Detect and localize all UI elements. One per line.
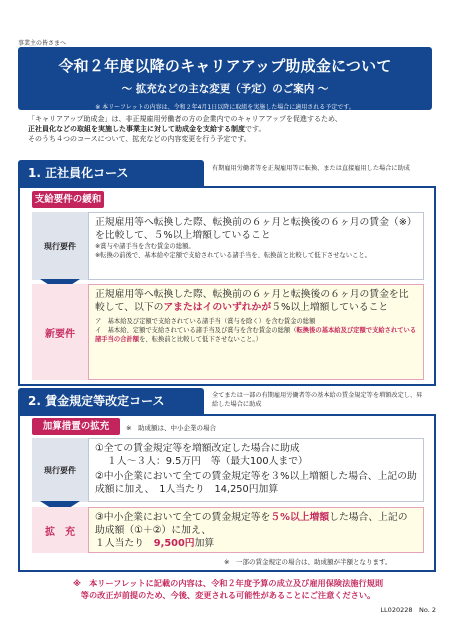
intro-line-3: そのうち４つのコースについて、拡充などの内容変更を行う予定です。 — [28, 135, 251, 143]
section2-item-1b: １人〜３人：9.5万円 等（最大100人まで） — [107, 456, 308, 467]
page-title: 令和２年度以降のキャリアアップ助成金について — [58, 57, 392, 75]
intro-text — [28, 114, 428, 144]
item3-c: １人当たり — [95, 538, 154, 549]
applicability-note: ※ 本リーフレットの内容は、令和２年4月1日以降に取組を実施した場合に適用される予定です。 — [95, 104, 355, 111]
section2-item-1: ①全ての賃金規定等を増額改定した場合に助成 — [95, 443, 300, 454]
section2-header: 2. 賃金規定等改定コース — [18, 388, 204, 414]
item3-b: した場合、上記の助成額（①＋②）に加え、 — [95, 512, 408, 536]
section1-before-label: 現行要件 — [32, 212, 88, 280]
page-subtitle: 〜 拡充などの主な変更（予定）のご案内 〜 — [121, 83, 329, 95]
after-b-red: 転換後の基本給及び定額で支給されている諸手当の合計額 — [95, 327, 417, 343]
after-b-1: イ 基本給、定額で支給されている諸手当及び賞与を含む賃金の総額（ — [95, 327, 297, 334]
after-text-red: アまたはイのいずれかが — [163, 302, 272, 313]
section2-item-3 — [95, 511, 417, 537]
section2-partial-note: ※ 一部の賃金規定の場合は、助成額が半額となります。 — [224, 558, 392, 566]
section2-chip-note: ※ 助成額は、中小企業の場合 — [126, 424, 216, 432]
document-code: LL020228 No. 2 — [380, 606, 436, 614]
section1-after-content — [88, 284, 424, 380]
section1-before-text: 正規雇用等へ転換した際、転換前の６ヶ月と転換後の６ヶ月の賃金（※）を比較して、５%以上増額していること — [95, 217, 417, 241]
section1-after-item-b — [95, 326, 417, 344]
section1-after-label: 新要件 — [32, 284, 88, 380]
section1-before-note-1: ※賞与や諸手当を含む賃金の総額。 — [95, 243, 195, 250]
section1-description: 有期雇用労働者等を正規雇用等に転換、または直接雇用した場合に助成 — [212, 165, 410, 172]
footer-line-1: ※ 本リーフレットに記載の内容は、令和２年度予算の成立及び雇用保険法施行規則 — [72, 578, 384, 588]
item3-d: 加算 — [194, 538, 215, 549]
item3-a: ③中小企業において全ての賃金規定等を — [95, 512, 271, 523]
section2-item-3-amount-line — [95, 537, 417, 550]
section2-before-content — [88, 438, 424, 502]
item3-red: ５%以上増額 — [270, 512, 330, 523]
section1-after-item-a: ア 基本給及び定額で支給されている諸手当（賞与を除く）を含む賃金の総額 — [95, 318, 316, 325]
intro-line-2 — [28, 124, 428, 134]
after-text-2: ５%以上増額していること — [271, 302, 389, 313]
footer-warning — [18, 577, 438, 601]
section2-before-label: 現行要件 — [32, 438, 88, 502]
title-banner — [18, 47, 432, 110]
section2-description: 全てまたは一部の有期雇用労働者等の基本給の賃金規定等を増額改定し、昇給した場合に助成 — [212, 392, 423, 408]
section1-before-content — [88, 212, 424, 280]
after-text-1: 正規雇用等へ転換した際、転換前の６ヶ月と転換後の６ヶ月の賃金を比較して、以下の — [95, 289, 409, 313]
section1-after-text — [95, 288, 417, 314]
section2-chip: 加算措置の拡充 — [32, 418, 120, 435]
after-b-2: を、転換前と比較して低下させないこと。） — [139, 336, 262, 343]
addressee: 事業主の皆さまへ — [18, 40, 67, 47]
section2-item-2: ②中小企業において全ての賃金規定等を３%以上増額した場合、上記の助成額に加え、 1人当たり 14,250円加算 — [95, 471, 417, 495]
section2-after-content — [88, 507, 424, 553]
footer-line-2: 等の改正が前提のため、今後、変更される可能性があることにご注意ください。 — [80, 590, 376, 600]
section1-before-note-2: ※転換の前後で、基本給や定額で支給されている諸手当を、転換前と比較して低下させないこと。 — [95, 252, 371, 259]
section1-chip: 支給要件の緩和 — [32, 191, 104, 208]
section2-after-label: 拡 充 — [32, 507, 88, 553]
item3-amount: 9,500円 — [153, 538, 195, 549]
intro-line-1: 「キャリアアップ助成金」は、非正規雇用労働者の方の企業内でのキャリアアップを促進するため、 — [28, 115, 342, 123]
intro-bold: 正社員化などの取組を実施した事業主に対して助成金を支給する制度 — [28, 125, 245, 133]
section1-header: 1. 正社員化コース — [18, 160, 204, 186]
intro-line-2-rest: です。 — [245, 125, 266, 133]
